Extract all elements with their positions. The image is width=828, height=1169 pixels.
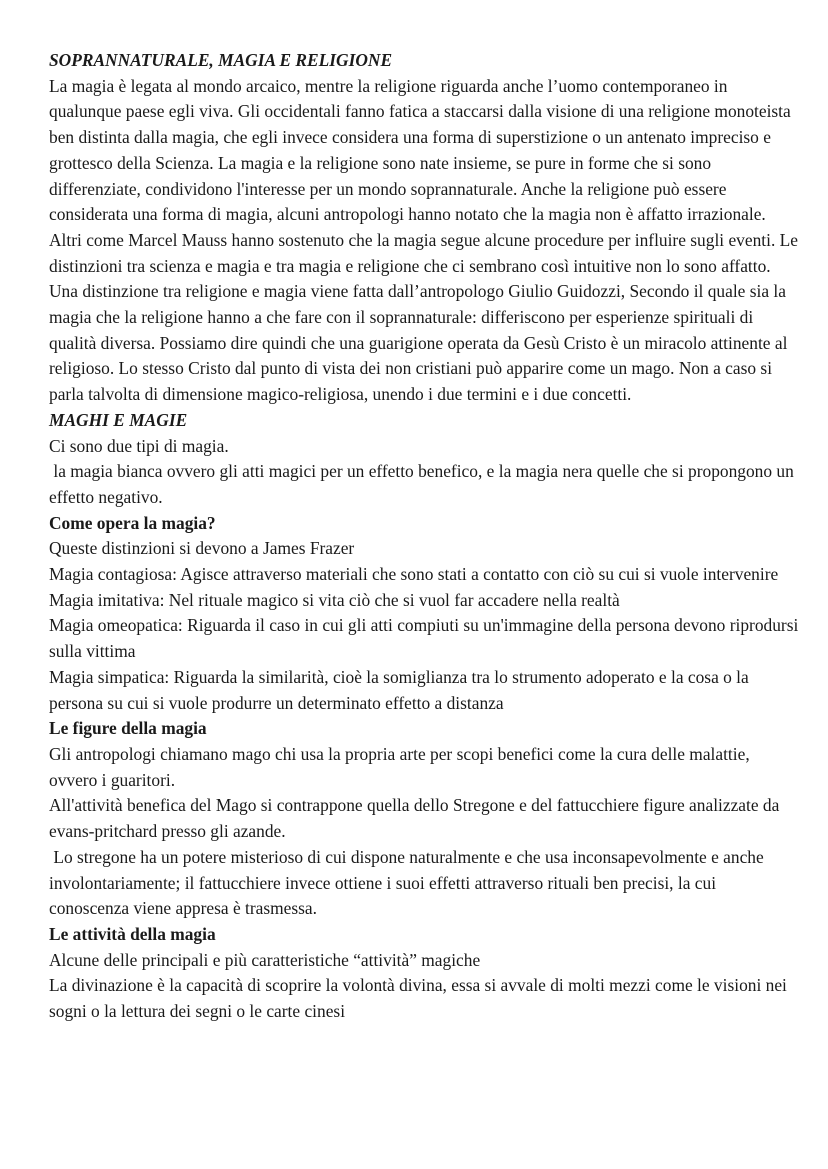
paragraph-attivita-intro: Alcune delle principali e più caratteristiche “attività” magiche (49, 949, 481, 970)
section-heading-soprannaturale: SOPRANNATURALE, MAGIA E RELIGIONE (49, 50, 393, 70)
section-heading-attivita-magia: Le attività della magia (49, 923, 216, 944)
section-heading-maghi-e-magie: MAGHI E MAGIE (49, 409, 188, 430)
paragraph-magia-simpatica: Magia simpatica: Riguarda la similarità, cioè la somiglianza tra lo strumento adoperato e la cosa o la persona su cui si vuole produrre un determinato effetto a distanza (49, 666, 749, 713)
section-heading-come-opera: Come opera la magia? (49, 512, 216, 533)
paragraph-magia-contagiosa: Magia contagiosa: Agisce attraverso materiali che sono stati a contatto con ciò su cui si vuole intervenire (49, 564, 779, 585)
document-page (49, 48, 799, 1025)
section-heading-figure-magia: Le figure della magia (49, 718, 207, 739)
paragraph-magia-bianca-nera: la magia bianca ovvero gli atti magici per un effetto benefico, e la magia nera quelle che si propongono un effetto negativo. (49, 461, 794, 507)
paragraph-soprannaturale: La magia è legata al mondo arcaico, mentre la religione riguarda anche l’uomo contemporaneo in qualunque paese egli viva. Gli occidentali fanno fatica a staccarsi dalla visione di una religione monoteista ben distinta dalla magia, che egli invece considera una forma di superstizione o un antenato impreciso e grottesco della Scienza. La magia e la religione sono nate insieme, se pure in forme che si sono differenziate, condividono l'interesse per un mondo soprannaturale. Anche la religione può essere considerata una forma di magia, alcuni antropologi hanno notato che la magia non è affatto irrazionale. Altri come Marcel Mauss hanno sostenuto che la magia segue alcune procedure per influire sugli eventi. Le distinzioni tra scienza e magia e tra magia e religione che ci sembrano così intuitive non lo sono affatto. Una distinzione tra religione e magia viene fatta dall’antropologo Giulio Guidozzi, Secondo il quale sia la magia che la religione hanno a che fare con il soprannaturale: differiscono per esperienze spirituali di qualità diversa. Possiamo dire quindi che una guarigione operata da Gesù Cristo è un miracolo attinente al religioso. Lo stesso Cristo dal punto di vista dei non cristiani può apparire come un mago. Non a caso si parla talvolta di dimensione magico-religiosa, unendo i due termini e i due concetti. (49, 75, 798, 405)
paragraph-potere-misterioso: Lo stregone ha un potere misterioso di cui dispone naturalmente e che usa inconsapevolmente e anche involontariamente; il fattucchiere invece ottiene i suoi effetti attraverso rituali ben precisi, la cui conoscenza viene appresa è trasmessa. (49, 846, 764, 919)
paragraph-mago-guaritori: Gli antropologi chiamano mago chi usa la propria arte per scopi benefici come la cura delle malattie, ovvero i guaritori. (49, 743, 750, 790)
paragraph-magia-imitativa: Magia imitativa: Nel rituale magico si vita ciò che si vuol far accadere nella realtà (49, 589, 620, 610)
paragraph-tipi-di-magia: Ci sono due tipi di magia. (49, 435, 229, 456)
paragraph-magia-omeopatica: Magia omeopatica: Riguarda il caso in cui gli atti compiuti su un'immagine della persona devono riprodursi sulla vittima (49, 615, 799, 662)
paragraph-frazer: Queste distinzioni si devono a James Frazer (49, 538, 355, 559)
paragraph-divinazione: La divinazione è la capacità di scoprire la volontà divina, essa si avvale di molti mezzi come le visioni nei sogni o la lettura dei segni o le carte cinesi (49, 975, 787, 1022)
paragraph-stregone-fattucchiere: All'attività benefica del Mago si contrappone quella dello Stregone e del fattucchiere figure analizzate da evans-pritchard presso gli azande. (49, 795, 780, 842)
